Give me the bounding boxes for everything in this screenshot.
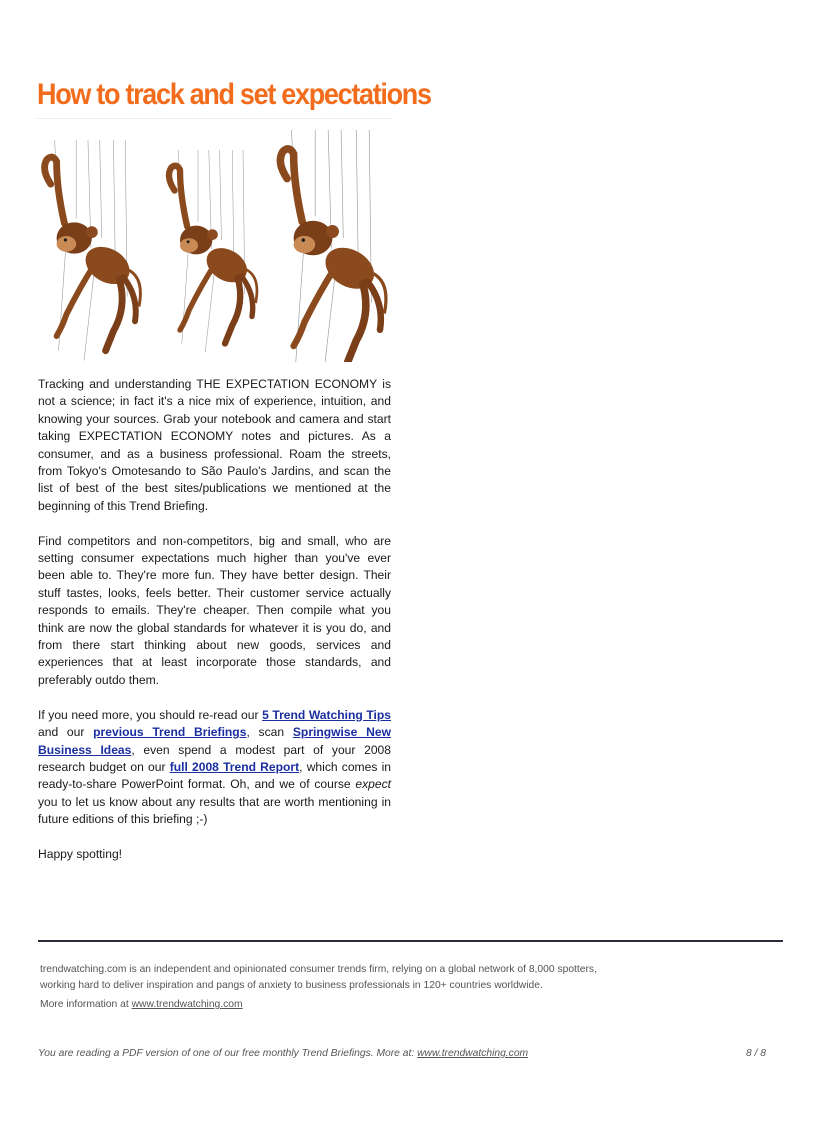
trend-watching-tips-link[interactable]: 5 Trend Watching Tips [262,707,391,722]
marionette-monkeys-illustration [37,130,391,362]
footer-more-info: More information at www.trendwatching.com [40,999,243,1010]
footer-line: working hard to deliver inspiration and pangs of anxiety to business professionals in 120+ countries worldwide. [40,979,543,991]
page-number: 8 / 8 [745,1048,766,1059]
footer-divider [38,940,783,942]
article-body [38,376,391,881]
title-divider [37,118,391,119]
paragraph: Happy spotting! [38,846,123,861]
footer-info [40,962,740,1013]
paragraph: If you need more, you should re-read our 5 Trend Watching Tips and our previous Trend Briefings, scan Springwise New Business Ideas, even spend a modest part of your 2008 research budget on our full 2008 Trend Report, which comes in ready-to-share PowerPoint format. Oh, and we of course expect you to let us know about any results that are worth mentioning in future editions of this briefing ;-) [38,707,392,827]
pdf-note-website-link[interactable]: www.trendwatching.com [417,1048,529,1059]
trend-report-link[interactable]: full 2008 Trend Report [169,759,300,774]
previous-trend-briefings-link[interactable]: previous Trend Briefings [93,725,247,740]
springwise-link[interactable]: Springwise New Business Ideas [38,725,391,757]
footer-website-link[interactable]: www.trendwatching.com [131,999,243,1010]
paragraph: Find competitors and non-competitors, big and small, who are setting consumer expectations much higher than you've ever been able to. They're more fun. They have better design. Their stuff tastes, looks, feels better. Their customer service actually responds to emails. They're cheaper. Then compile what you think are now the global standards for whatever it is you do, and from there start thinking about new goods, services and experiences that at least incorporate those standards, and preferably outdo them. [38,533,391,687]
footer-line: trendwatching.com is an independent and opinionated consumer trends firm, relying on a global network of 8,000 spotters, [40,964,597,975]
pdf-note: You are reading a PDF version of one of our free monthly Trend Briefings. More at: www.trendwatching.com [38,1048,529,1059]
paragraph: Tracking and understanding THE EXPECTATION ECONOMY is not a science; in fact it's a nice mix of experience, intuition, and knowing your sources. Grab your notebook and camera and start taking EXPECTATION ECONOMY notes and pictures. As a consumer, and as a business professional. Roam the streets, from Tokyo's Omotesando to São Paulo's Jardins, and scan the list of best of the best sites/publications we mentioned at the beginning of this Trend Briefing. [38,377,391,513]
page-title: How to track and set expectations [37,78,431,111]
